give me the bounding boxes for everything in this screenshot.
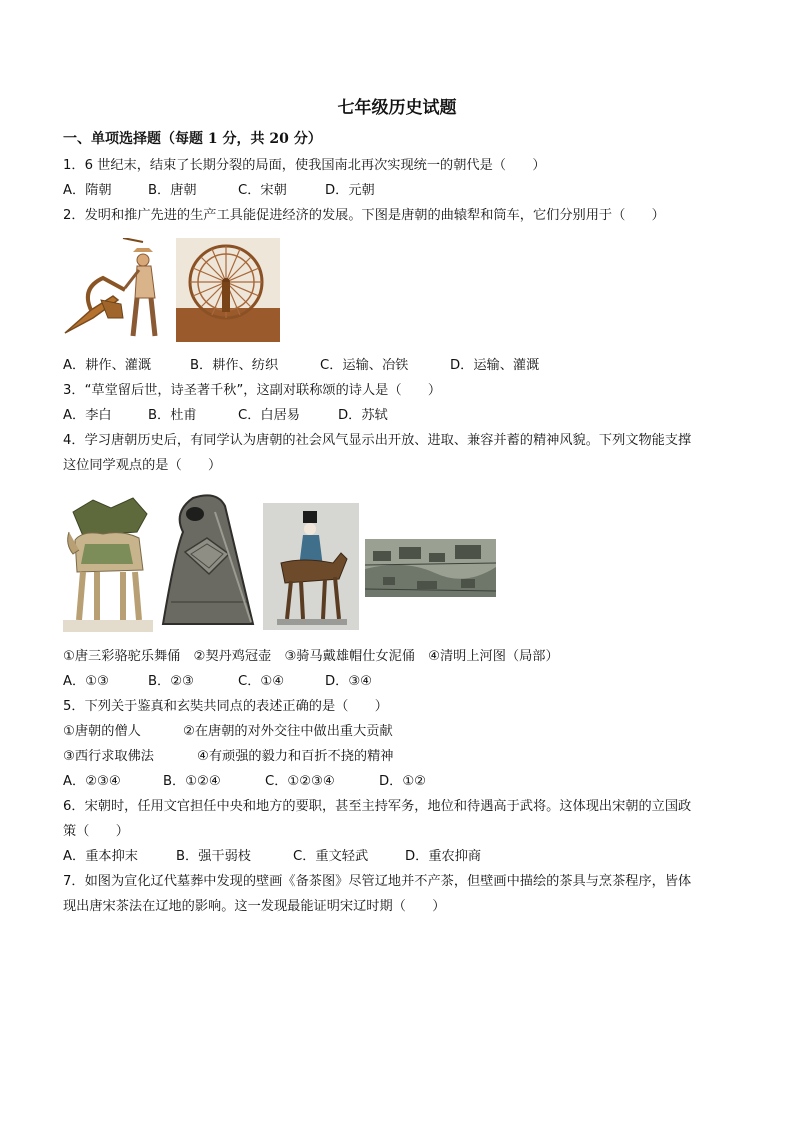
q5-option-d: D．①② xyxy=(379,774,426,789)
cockscomb-pot-image xyxy=(155,492,260,632)
q3-option-d: D．苏轼 xyxy=(338,408,388,423)
q5-option-c: C．①②③④ xyxy=(265,774,335,789)
question-3-stem: 3．“草堂留后世，诗圣著千秋”，这副对联称颂的诗人是（ ） xyxy=(63,383,442,398)
q5-option-b: B．①②④ xyxy=(163,774,221,789)
horse-rider-figurine-image xyxy=(263,503,359,630)
q2-option-c: C．运输、冶铁 xyxy=(320,358,409,373)
q1-option-d: D．元朝 xyxy=(325,183,375,198)
q5-statement-4: ④有顽强的毅力和百折不挠的精神 xyxy=(197,749,394,764)
q3-option-b: B．杜甫 xyxy=(148,408,197,423)
q3-option-a: A．李白 xyxy=(63,408,112,423)
camel-figurine-image xyxy=(63,492,153,632)
q4-option-c: C．①④ xyxy=(238,674,285,689)
q4-option-d: D．③④ xyxy=(325,674,372,689)
curved-plow-image xyxy=(63,238,173,342)
q2-option-b: B．耕作、纺织 xyxy=(190,358,279,373)
question-4-stem-line1: 4．学习唐朝历史后，有同学认为唐朝的社会风气显示出开放、进取、兼容并蓄的精神风貌。下列文物能支撑 xyxy=(63,433,692,448)
qingming-scroll-image xyxy=(365,539,496,597)
q4-image-captions: ①唐三彩骆驼乐舞俑 ②契丹鸡冠壶 ③骑马戴雄帽仕女泥俑 ④清明上河图（局部） xyxy=(63,649,559,664)
q5-statement-3: ③西行求取佛法 xyxy=(63,749,154,764)
q6-option-a: A．重本抑末 xyxy=(63,849,138,864)
q2-option-d: D．运输、灌溉 xyxy=(450,358,540,373)
q5-option-a: A．②③④ xyxy=(63,774,121,789)
q1-option-c: C．宋朝 xyxy=(238,183,287,198)
section-heading: 一、单项选择题（每题 1 分，共 20 分） xyxy=(63,131,322,147)
water-wheel-image xyxy=(176,238,280,342)
q4-option-a: A．①③ xyxy=(63,674,109,689)
question-6-stem-line2: 策（ ） xyxy=(63,824,129,839)
question-5-stem: 5．下列关于鉴真和玄奘共同点的表述正确的是（ ） xyxy=(63,699,388,714)
question-6-stem-line1: 6．宋朝时，任用文官担任中央和地方的要职，甚至主持军务，地位和待遇高于武将。这体现出宋朝的立国政 xyxy=(63,799,692,814)
q3-option-c: C．白居易 xyxy=(238,408,300,423)
question-7-stem-line2: 现出唐宋茶法在辽地的影响。这一发现最能证明宋辽时期（ ） xyxy=(63,899,446,914)
q6-option-d: D．重农抑商 xyxy=(405,849,482,864)
q4-option-b: B．②③ xyxy=(148,674,194,689)
q1-option-b: B．唐朝 xyxy=(148,183,197,198)
question-7-stem-line1: 7．如图为宣化辽代墓葬中发现的壁画《备茶图》尽管辽地并不产茶，但壁画中描绘的茶具与烹茶程序，皆体 xyxy=(63,874,692,889)
q6-option-c: C．重文轻武 xyxy=(293,849,369,864)
question-2-stem: 2．发明和推广先进的生产工具能促进经济的发展。下图是唐朝的曲辕犁和筒车，它们分别用于（ ） xyxy=(63,208,665,223)
q1-option-a: A．隋朝 xyxy=(63,183,112,198)
q5-statement-1: ①唐朝的僧人 xyxy=(63,724,141,739)
q6-option-b: B．强干弱枝 xyxy=(176,849,251,864)
question-1-stem: 1．6 世纪末，结束了长期分裂的局面，使我国南北再次实现统一的朝代是（ ） xyxy=(63,158,546,173)
q5-statement-2: ②在唐朝的对外交往中做出重大贡献 xyxy=(183,724,393,739)
q2-option-a: A．耕作、灌溉 xyxy=(63,358,152,373)
page-title: 七年级历史试题 xyxy=(337,98,457,118)
question-4-stem-line2: 这位同学观点的是（ ） xyxy=(63,458,222,473)
